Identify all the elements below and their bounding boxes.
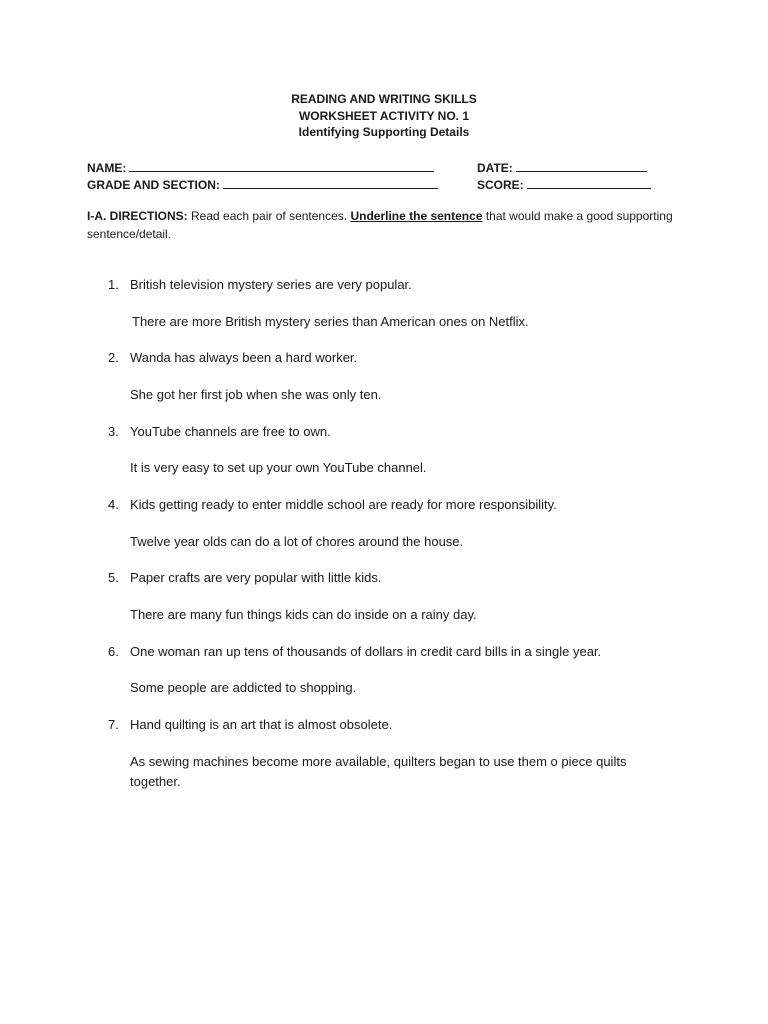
item-number: 5. bbox=[108, 570, 119, 585]
topic-title: Identifying Supporting Details bbox=[298, 125, 470, 139]
sentence-a[interactable]: British television mystery series are very popular. bbox=[130, 277, 412, 292]
sentence-a[interactable]: Hand quilting is an art that is almost obsolete. bbox=[130, 717, 393, 732]
item-number: 3. bbox=[108, 424, 119, 439]
name-field[interactable] bbox=[87, 159, 434, 176]
sentence-a[interactable]: YouTube channels are free to own. bbox=[130, 424, 331, 439]
directions-label: I-A. DIRECTIONS: bbox=[87, 209, 188, 223]
grade-section-label: GRADE AND SECTION: bbox=[87, 178, 220, 192]
item-number: 2. bbox=[108, 350, 119, 365]
sentence-b[interactable]: Some people are addicted to shopping. bbox=[130, 680, 357, 695]
subject-title: READING AND WRITING SKILLS bbox=[291, 92, 477, 106]
item-number: 1. bbox=[108, 277, 119, 292]
score-blank[interactable] bbox=[527, 176, 651, 189]
directions bbox=[87, 208, 687, 243]
sentence-b[interactable]: There are many fun things kids can do inside on a rainy day. bbox=[130, 607, 477, 622]
item-number: 6. bbox=[108, 644, 119, 659]
sentence-b[interactable]: There are more British mystery series than American ones on Netflix. bbox=[132, 314, 529, 329]
grade-section-blank[interactable] bbox=[223, 176, 438, 189]
sentence-a[interactable]: Paper crafts are very popular with little kids. bbox=[130, 570, 382, 585]
date-blank[interactable] bbox=[516, 159, 647, 172]
score-field[interactable] bbox=[477, 176, 651, 193]
sentence-a[interactable]: Wanda has always been a hard worker. bbox=[130, 350, 358, 365]
date-field[interactable] bbox=[477, 159, 647, 176]
item-number: 4. bbox=[108, 497, 119, 512]
score-label: SCORE: bbox=[477, 178, 524, 192]
date-label: DATE: bbox=[477, 161, 513, 175]
sentence-a[interactable]: Kids getting ready to enter middle school are ready for more responsibility. bbox=[130, 497, 557, 512]
name-label: NAME: bbox=[87, 161, 127, 175]
directions-underlined: Underline the sentence bbox=[350, 209, 483, 223]
sentence-a[interactable]: One woman ran up tens of thousands of dollars in credit card bills in a single year. bbox=[130, 644, 602, 659]
name-blank[interactable] bbox=[129, 159, 434, 172]
directions-text-before: Read each pair of sentences. bbox=[187, 209, 351, 223]
worksheet-header bbox=[0, 91, 768, 141]
activity-title: WORKSHEET ACTIVITY NO. 1 bbox=[298, 108, 469, 123]
sentence-b[interactable]: Twelve year olds can do a lot of chores around the house. bbox=[130, 534, 464, 549]
sentence-b[interactable]: It is very easy to set up your own YouTube channel. bbox=[130, 460, 427, 475]
item-number: 7. bbox=[108, 717, 119, 732]
sentence-b[interactable]: As sewing machines become more available, quilters began to use them o piece quilts together. bbox=[130, 754, 627, 789]
sentence-b[interactable]: She got her first job when she was only ten. bbox=[130, 387, 382, 402]
directions-text-after: that would make a good supporting sentence/detail. bbox=[87, 209, 673, 241]
grade-section-field[interactable] bbox=[87, 176, 438, 193]
